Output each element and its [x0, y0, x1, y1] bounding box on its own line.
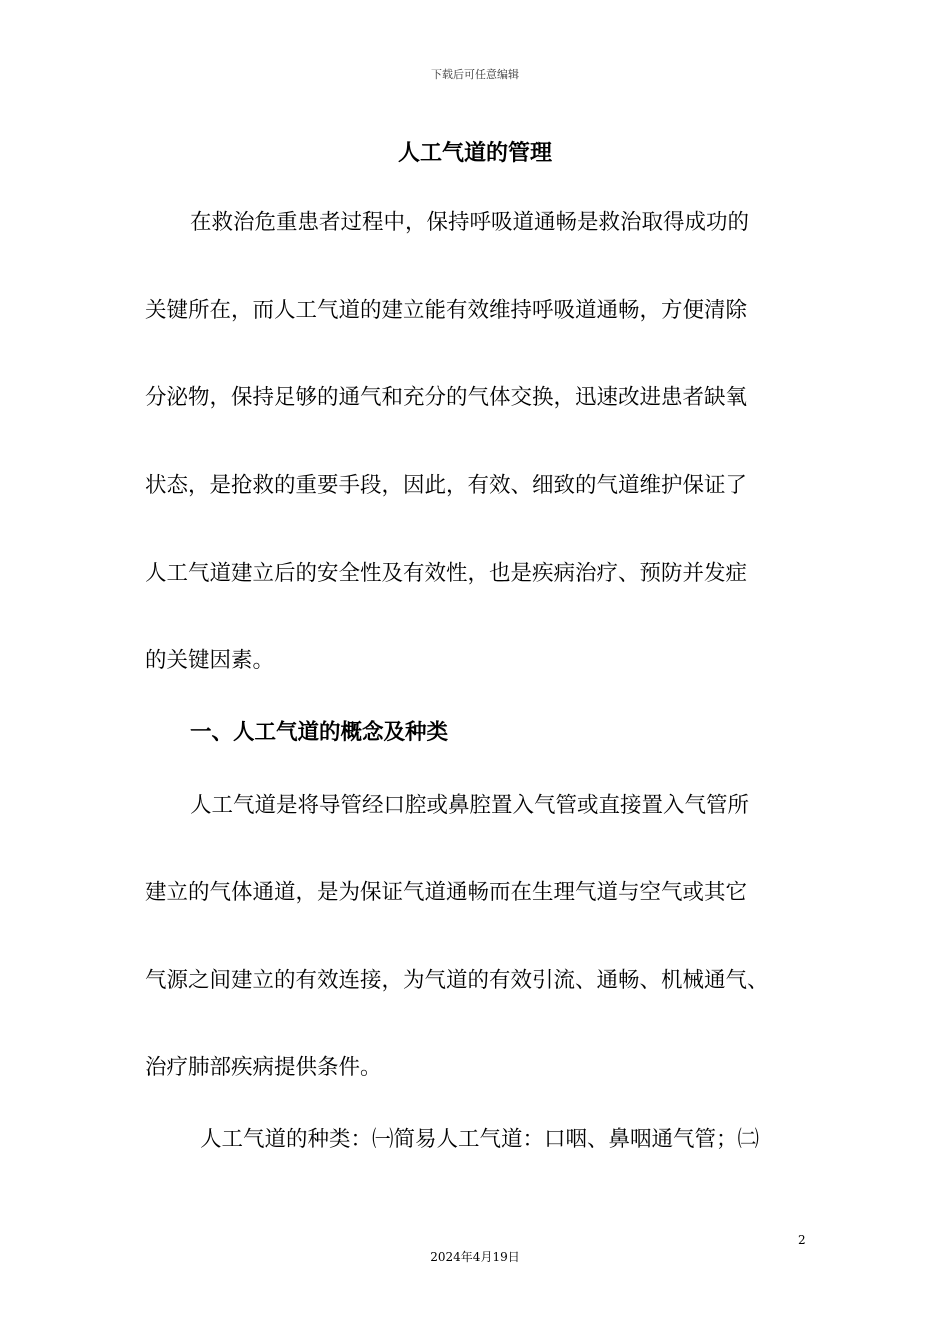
section1-line-4: 治疗肺部疾病提供条件。	[145, 1055, 382, 1080]
airway-types-line: 人工气道的种类：㈠简易人工气道：口咽、鼻咽通气管；㈡	[200, 1127, 760, 1152]
intro-line-6: 的关键因素。	[145, 648, 275, 673]
footer-date: 2024年4月19日	[430, 1250, 520, 1264]
document-title: 人工气道的管理	[397, 141, 552, 166]
intro-line-3: 分泌物，保持足够的通气和充分的气体交换，迅速改进患者缺氧	[145, 385, 748, 410]
intro-line-1: 在救治危重患者过程中，保持呼吸道通畅是救治取得成功的	[190, 210, 750, 235]
header-note: 下载后可任意编辑	[431, 68, 519, 81]
intro-line-2: 关键所在，而人工气道的建立能有效维持呼吸道通畅，方便清除	[145, 298, 748, 323]
section-heading-1: 一、人工气道的概念及种类	[190, 720, 449, 745]
section1-line-2: 建立的气体通道，是为保证气道通畅而在生理气道与空气或其它	[145, 880, 748, 905]
intro-line-5: 人工气道建立后的安全性及有效性，也是疾病治疗、预防并发症	[145, 561, 748, 586]
page-number: 2	[798, 1233, 806, 1247]
section1-line-1: 人工气道是将导管经口腔或鼻腔置入气管或直接置入气管所	[190, 793, 750, 818]
section1-line-3: 气源之间建立的有效连接，为气道的有效引流、通畅、机械通气、	[145, 968, 769, 993]
intro-line-4: 状态，是抢救的重要手段，因此，有效、细致的气道维护保证了	[145, 473, 748, 498]
